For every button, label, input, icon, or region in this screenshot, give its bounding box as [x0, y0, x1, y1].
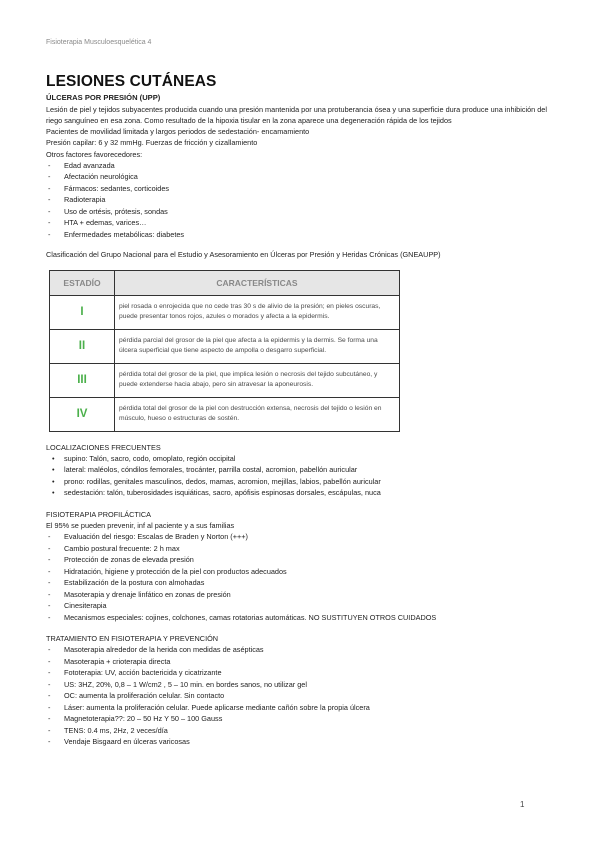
list-item: - Masoterapia + crioterapia directa [46, 656, 556, 668]
stage-cell: I [50, 295, 115, 329]
list-item: • lateral: maléolos, cóndilos femorales, trocánter, parrilla costal, acromion, pabellón auricular [46, 464, 556, 476]
prophylactic-intro: El 95% se pueden prevenir, inf al paciente y a sus familias [46, 520, 235, 530]
upp-pressure: Presión capilar: 6 y 32 mmHg. Fuerzas de fricción y cizallamiento [46, 138, 258, 148]
column-header-stage: ESTADÍO [50, 270, 115, 295]
list-item: - Fármacos: sedantes, corticoides [46, 183, 556, 195]
list-item: - Fototerapia: UV, acción bactericida y cicatrizante [46, 667, 556, 679]
list-item: - Masoterapia alrededor de la herida con medidas de asépticas [46, 644, 556, 656]
page-number: 1 [520, 800, 525, 809]
table-row [50, 329, 400, 363]
stages-table [49, 270, 400, 432]
list-item: - Vendaje Bisgaard en úlceras varicosas [46, 736, 556, 748]
list-item: • prono: rodillas, genitales masculinos, dedos, mamas, acromion, mejillas, labios, pabellón auricular [46, 476, 556, 488]
list-item: - Cambio postural frecuente: 2 h max [46, 543, 556, 555]
list-item: - HTA + edemas, varices… [46, 217, 556, 229]
table-row [50, 295, 400, 329]
description-cell: pérdida total del grosor de la piel con destrucción extensa, necrosis del tejido o lesión en músculo, hueso o estructuras de sostén. [115, 397, 400, 431]
document-body [46, 72, 556, 748]
list-item: - Hidratación, higiene y protección de la piel con productos adecuados [46, 566, 556, 578]
list-item: - US: 3HZ, 20%, 0,8 – 1 W/cm2 , 5 – 10 min. en bordes sanos, no utilizar gel [46, 679, 556, 691]
prophylactic-title: FISIOTERAPIA PROFILÁCTICA [46, 509, 152, 519]
locations-list [46, 453, 556, 499]
page-title: LESIONES CUTÁNEAS [46, 73, 217, 90]
list-item: - Evaluación del riesgo: Escalas de Braden y Norton (+++) [46, 531, 556, 543]
list-item: - Enfermedades metabólicas: diabetes [46, 229, 556, 241]
list-item: - Radioterapia [46, 194, 556, 206]
upp-definition: Lesión de piel y tejidos subyacentes producida cuando una presión mantenida por una protuberancia ósea y una superficie dura produce una inhibición del riego sanguíneo en esa zona. Como resultado de la hipoxia tisular en la zona aparece una degeneración rápida de los tejidos [46, 104, 547, 125]
list-item: - Protección de zonas de elevada presión [46, 554, 556, 566]
list-item: - Estabilización de la postura con almohadas [46, 577, 556, 589]
list-item: - Masoterapia y drenaje linfático en zonas de presión [46, 589, 556, 601]
treatment-title: TRATAMIENTO EN FISIOTERAPIA Y PREVENCIÓN [46, 634, 219, 644]
list-item: - Cinesiterapia [46, 600, 556, 612]
upp-heading: ÚLCERAS POR PRESIÓN (UPP) [46, 93, 161, 102]
description-cell: piel rosada o enrojecida que no cede tras 30 s de alivio de la presión; en pieles oscuras, puede presentar tonos rojos, azules o morados y afecta a la epidermis. [115, 295, 400, 329]
stage-cell: IV [50, 397, 115, 431]
list-item: - Láser: aumenta la proliferación celular. Puede aplicarse mediante cañón sobre la propia úlcera [46, 702, 556, 714]
table-row [50, 363, 400, 397]
list-item: • supino: Talón, sacro, codo, omoplato, región occipital [46, 453, 556, 465]
upp-patients: Pacientes de movilidad limitada y largos periodos de sedestación- encamamiento [46, 127, 310, 137]
list-item: - Edad avanzada [46, 160, 556, 172]
factors-list [46, 160, 556, 241]
classification-intro: Clasificación del Grupo Nacional para el Estudio y Asesoramiento en Úlceras por Presión y Heridas Crónicas (GNEAUPP) [46, 250, 441, 260]
list-item: - Uso de ortésis, prótesis, sondas [46, 206, 556, 218]
locations-title: LOCALIZACIONES FRECUENTES [46, 442, 161, 452]
list-item: - TENS: 0.4 ms, 2Hz, 2 veces/día [46, 725, 556, 737]
stage-cell: III [50, 363, 115, 397]
list-item: • sedestación: talón, tuberosidades isquiáticas, sacro, apófisis espinosas dorsales, escápulas, nuca [46, 487, 556, 499]
list-item: - Mecanismos especiales: cojines, colchones, camas rotatorias automáticas. NO SUSTITUYEN OTROS CUIDADOS [46, 612, 556, 624]
table-row [50, 397, 400, 431]
description-cell: pérdida parcial del grosor de la piel que afecta a la epidermis y la dermis. Se forma una úlcera superficial que tiene aspecto de ampolla o desgarro superficial. [115, 329, 400, 363]
list-item: - Afectación neurológica [46, 171, 556, 183]
stage-cell: II [50, 329, 115, 363]
factors-label: Otros factores favorecedores: [46, 149, 143, 159]
prophylactic-list [46, 531, 556, 623]
treatment-list [46, 644, 556, 748]
column-header-features: CARACTERÍSTICAS [115, 270, 400, 295]
list-item: - OC: aumenta la proliferación celular. Sin contacto [46, 690, 556, 702]
description-cell: pérdida total del grosor de la piel, que implica lesión o necrosis del tejido subcutáneo, y puede extenderse hacia abajo, pero sin atravesar la aponeurosis. [115, 363, 400, 397]
running-header: Fisioterapia Musculoesquelética 4 [46, 39, 152, 46]
list-item: - Magnetoterapia??: 20 – 50 Hz Y 50 – 100 Gauss [46, 713, 556, 725]
